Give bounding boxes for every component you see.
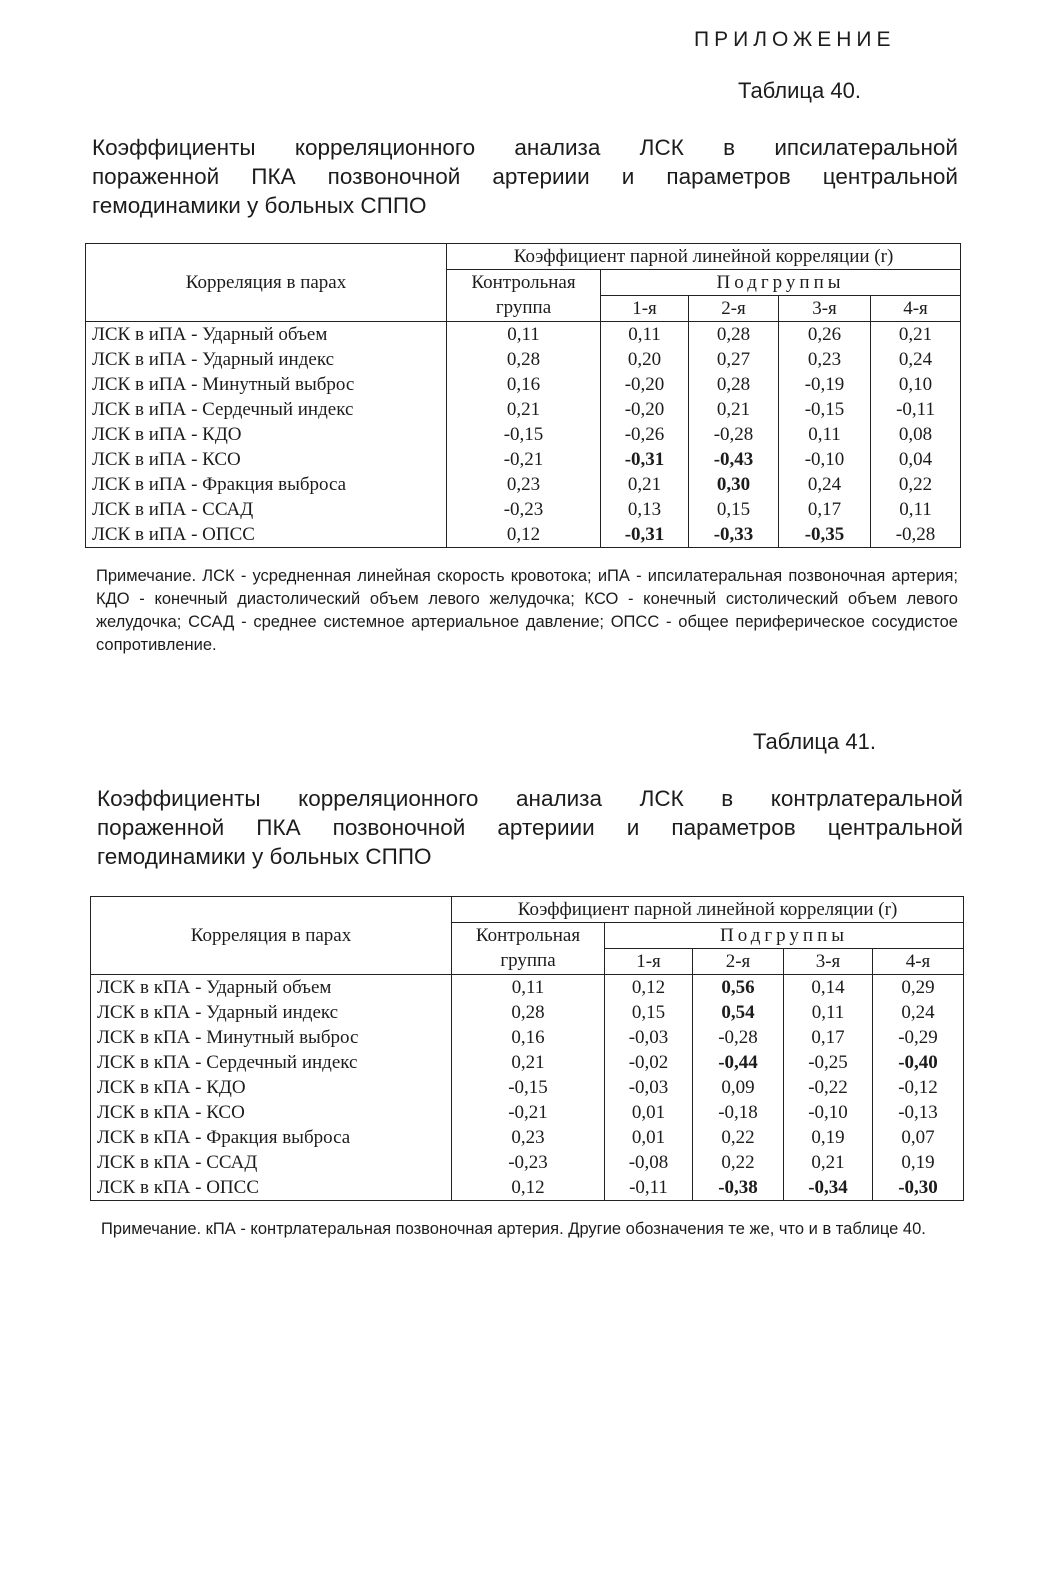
- cell-subgroup-2: 0,22: [693, 1125, 784, 1150]
- cell-subgroup-2: 0,15: [689, 497, 779, 522]
- cell-control: 0,16: [452, 1025, 605, 1050]
- row-label: ЛСК в кПА - Минутный выброс: [91, 1025, 452, 1050]
- cell-subgroup-1: -0,02: [605, 1050, 693, 1075]
- cell-subgroup-1: 0,13: [601, 497, 689, 522]
- header-control: Контрольная: [452, 923, 605, 949]
- table-row: [91, 1150, 964, 1175]
- cell-subgroup-4: -0,28: [871, 522, 961, 548]
- cell-control: 0,11: [447, 322, 601, 348]
- header-subgroup-4: 4-я: [873, 949, 964, 975]
- table-row: [86, 397, 961, 422]
- table-row: [86, 472, 961, 497]
- header-control-group: группа: [452, 949, 605, 975]
- table-41-number: Таблица 41.: [753, 729, 876, 754]
- cell-control: -0,21: [452, 1100, 605, 1125]
- table-row: [91, 1125, 964, 1150]
- caption-line: пораженной ПКА позвоночной артериии и параметров центральной: [97, 815, 963, 840]
- cell-subgroup-2: 0,21: [689, 397, 779, 422]
- table-41: [90, 896, 964, 1201]
- cell-subgroup-2: -0,38: [693, 1175, 784, 1201]
- header-coefficient: Коэффициент парной линейной корреляции (r): [452, 897, 964, 923]
- cell-subgroup-3: -0,34: [784, 1175, 873, 1201]
- header-control: Контрольная: [447, 270, 601, 296]
- cell-subgroup-2: 0,28: [689, 322, 779, 348]
- cell-subgroup-4: 0,04: [871, 447, 961, 472]
- header-subgroups: Подгруппы: [601, 270, 961, 296]
- row-label: ЛСК в кПА - КДО: [91, 1075, 452, 1100]
- row-label: ЛСК в иПА - Минутный выброс: [86, 372, 447, 397]
- cell-control: 0,11: [452, 975, 605, 1001]
- cell-control: 0,12: [447, 522, 601, 548]
- cell-subgroup-1: 0,15: [605, 1000, 693, 1025]
- appendix-heading: ПРИЛОЖЕНИЕ: [694, 28, 896, 51]
- row-label: ЛСК в кПА - Фракция выброса: [91, 1125, 452, 1150]
- cell-control: 0,23: [447, 472, 601, 497]
- cell-subgroup-2: -0,43: [689, 447, 779, 472]
- cell-subgroup-3: 0,11: [779, 422, 871, 447]
- cell-subgroup-4: -0,12: [873, 1075, 964, 1100]
- cell-subgroup-1: -0,03: [605, 1025, 693, 1050]
- caption-line: гемодинамики у больных СППО: [97, 844, 432, 869]
- header-subgroup-1: 1-я: [601, 296, 689, 322]
- cell-subgroup-3: 0,14: [784, 975, 873, 1001]
- table-row: [86, 347, 961, 372]
- cell-subgroup-2: 0,56: [693, 975, 784, 1001]
- header-subgroup-4: 4-я: [871, 296, 961, 322]
- cell-subgroup-2: -0,44: [693, 1050, 784, 1075]
- cell-subgroup-3: 0,26: [779, 322, 871, 348]
- cell-control: -0,23: [452, 1150, 605, 1175]
- cell-subgroup-3: -0,35: [779, 522, 871, 548]
- row-label: ЛСК в кПА - КСО: [91, 1100, 452, 1125]
- cell-subgroup-3: 0,21: [784, 1150, 873, 1175]
- table-row: [91, 1175, 964, 1201]
- table-row: [91, 1100, 964, 1125]
- header-subgroup-3: 3-я: [784, 949, 873, 975]
- header-subgroup-1: 1-я: [605, 949, 693, 975]
- header-control-group: группа: [447, 296, 601, 322]
- cell-subgroup-4: 0,10: [871, 372, 961, 397]
- cell-subgroup-3: 0,11: [784, 1000, 873, 1025]
- cell-subgroup-3: -0,25: [784, 1050, 873, 1075]
- cell-control: -0,15: [452, 1075, 605, 1100]
- cell-subgroup-1: 0,01: [605, 1125, 693, 1150]
- cell-subgroup-3: -0,19: [779, 372, 871, 397]
- cell-subgroup-3: 0,17: [784, 1025, 873, 1050]
- row-label: ЛСК в кПА - Ударный индекс: [91, 1000, 452, 1025]
- cell-subgroup-2: -0,18: [693, 1100, 784, 1125]
- table-row: [91, 1050, 964, 1075]
- cell-subgroup-4: -0,30: [873, 1175, 964, 1201]
- row-label: ЛСК в иПА - ОПСС: [86, 522, 447, 548]
- cell-subgroup-2: 0,54: [693, 1000, 784, 1025]
- table-row: [86, 522, 961, 548]
- table-row: [91, 975, 964, 1001]
- cell-subgroup-3: 0,19: [784, 1125, 873, 1150]
- cell-subgroup-2: -0,33: [689, 522, 779, 548]
- cell-subgroup-2: 0,09: [693, 1075, 784, 1100]
- cell-subgroup-2: 0,28: [689, 372, 779, 397]
- row-label: ЛСК в иПА - Ударный объем: [86, 322, 447, 348]
- caption-line: гемодинамики у больных СППО: [92, 193, 427, 218]
- cell-control: -0,23: [447, 497, 601, 522]
- table-40: [85, 243, 961, 548]
- cell-subgroup-4: -0,40: [873, 1050, 964, 1075]
- row-label: ЛСК в кПА - Сердечный индекс: [91, 1050, 452, 1075]
- cell-subgroup-3: -0,10: [779, 447, 871, 472]
- cell-subgroup-4: 0,24: [871, 347, 961, 372]
- row-label: ЛСК в иПА - Сердечный индекс: [86, 397, 447, 422]
- caption-line: Коэффициенты корреляционного анализа ЛСК в ипсилатеральной: [92, 135, 958, 160]
- cell-control: 0,23: [452, 1125, 605, 1150]
- header-coefficient: Коэффициент парной линейной корреляции (r): [447, 244, 961, 270]
- row-label: ЛСК в кПА - ОПСС: [91, 1175, 452, 1201]
- cell-subgroup-1: -0,20: [601, 372, 689, 397]
- cell-control: 0,28: [452, 1000, 605, 1025]
- table-40-number: Таблица 40.: [738, 78, 861, 103]
- row-label: ЛСК в иПА - Ударный индекс: [86, 347, 447, 372]
- header-pairs: Корреляция в парах: [91, 897, 452, 975]
- cell-subgroup-4: 0,21: [871, 322, 961, 348]
- cell-subgroup-2: 0,30: [689, 472, 779, 497]
- cell-control: 0,21: [447, 397, 601, 422]
- table-row: [91, 1075, 964, 1100]
- cell-subgroup-1: -0,03: [605, 1075, 693, 1100]
- cell-subgroup-3: 0,23: [779, 347, 871, 372]
- row-label: ЛСК в иПА - КДО: [86, 422, 447, 447]
- cell-subgroup-4: 0,08: [871, 422, 961, 447]
- cell-subgroup-4: -0,13: [873, 1100, 964, 1125]
- cell-subgroup-1: 0,11: [601, 322, 689, 348]
- cell-subgroup-3: -0,15: [779, 397, 871, 422]
- cell-subgroup-1: 0,20: [601, 347, 689, 372]
- table-row: [91, 1025, 964, 1050]
- cell-subgroup-1: -0,11: [605, 1175, 693, 1201]
- table-row: [86, 497, 961, 522]
- cell-subgroup-1: -0,31: [601, 447, 689, 472]
- cell-subgroup-2: -0,28: [693, 1025, 784, 1050]
- cell-subgroup-4: -0,29: [873, 1025, 964, 1050]
- cell-subgroup-1: -0,31: [601, 522, 689, 548]
- row-label: ЛСК в кПА - ССАД: [91, 1150, 452, 1175]
- table-row: [91, 1000, 964, 1025]
- cell-subgroup-2: 0,27: [689, 347, 779, 372]
- cell-subgroup-1: -0,20: [601, 397, 689, 422]
- cell-subgroup-3: -0,22: [784, 1075, 873, 1100]
- header-subgroups: Подгруппы: [605, 923, 964, 949]
- cell-subgroup-1: -0,26: [601, 422, 689, 447]
- row-label: ЛСК в иПА - КСО: [86, 447, 447, 472]
- cell-control: 0,28: [447, 347, 601, 372]
- row-label: ЛСК в иПА - Фракция выброса: [86, 472, 447, 497]
- cell-subgroup-4: 0,22: [871, 472, 961, 497]
- cell-subgroup-3: -0,10: [784, 1100, 873, 1125]
- row-label: ЛСК в иПА - ССАД: [86, 497, 447, 522]
- cell-subgroup-1: 0,21: [601, 472, 689, 497]
- table-40-note: Примечание. ЛСК - усредненная линейная скорость кровотока; иПА - ипсилатеральная позвоночная артерия; КДО - конечный диастолический объем левого желудочка; КСО - конечный систолический объем левого желудочка; ССАД - среднее системное артериальное давление; ОПСС - общее периферическое сосудистое сопротивление.: [96, 567, 958, 654]
- cell-control: 0,16: [447, 372, 601, 397]
- table-row: [86, 422, 961, 447]
- cell-subgroup-1: 0,01: [605, 1100, 693, 1125]
- cell-subgroup-3: 0,17: [779, 497, 871, 522]
- table-row: [86, 447, 961, 472]
- table-40-caption: [92, 133, 958, 220]
- cell-control: 0,12: [452, 1175, 605, 1201]
- cell-control: -0,21: [447, 447, 601, 472]
- cell-control: -0,15: [447, 422, 601, 447]
- cell-subgroup-2: -0,28: [689, 422, 779, 447]
- cell-subgroup-1: -0,08: [605, 1150, 693, 1175]
- cell-subgroup-3: 0,24: [779, 472, 871, 497]
- cell-subgroup-4: 0,29: [873, 975, 964, 1001]
- cell-subgroup-2: 0,22: [693, 1150, 784, 1175]
- header-pairs: Корреляция в парах: [86, 244, 447, 322]
- row-label: ЛСК в кПА - Ударный объем: [91, 975, 452, 1001]
- header-subgroup-2: 2-я: [693, 949, 784, 975]
- cell-subgroup-4: 0,24: [873, 1000, 964, 1025]
- cell-control: 0,21: [452, 1050, 605, 1075]
- table-row: [86, 372, 961, 397]
- table-row: [86, 322, 961, 348]
- cell-subgroup-4: 0,11: [871, 497, 961, 522]
- header-subgroup-2: 2-я: [689, 296, 779, 322]
- caption-line: Коэффициенты корреляционного анализа ЛСК в контрлатеральной: [97, 786, 963, 811]
- cell-subgroup-4: 0,19: [873, 1150, 964, 1175]
- cell-subgroup-1: 0,12: [605, 975, 693, 1001]
- table-41-caption: [97, 784, 963, 871]
- table-41-note: Примечание. кПА - контрлатеральная позвоночная артерия. Другие обозначения те же, что и в таблице 40.: [101, 1220, 926, 1238]
- cell-subgroup-4: -0,11: [871, 397, 961, 422]
- cell-subgroup-4: 0,07: [873, 1125, 964, 1150]
- caption-line: пораженной ПКА позвоночной артериии и параметров центральной: [92, 164, 958, 189]
- header-subgroup-3: 3-я: [779, 296, 871, 322]
